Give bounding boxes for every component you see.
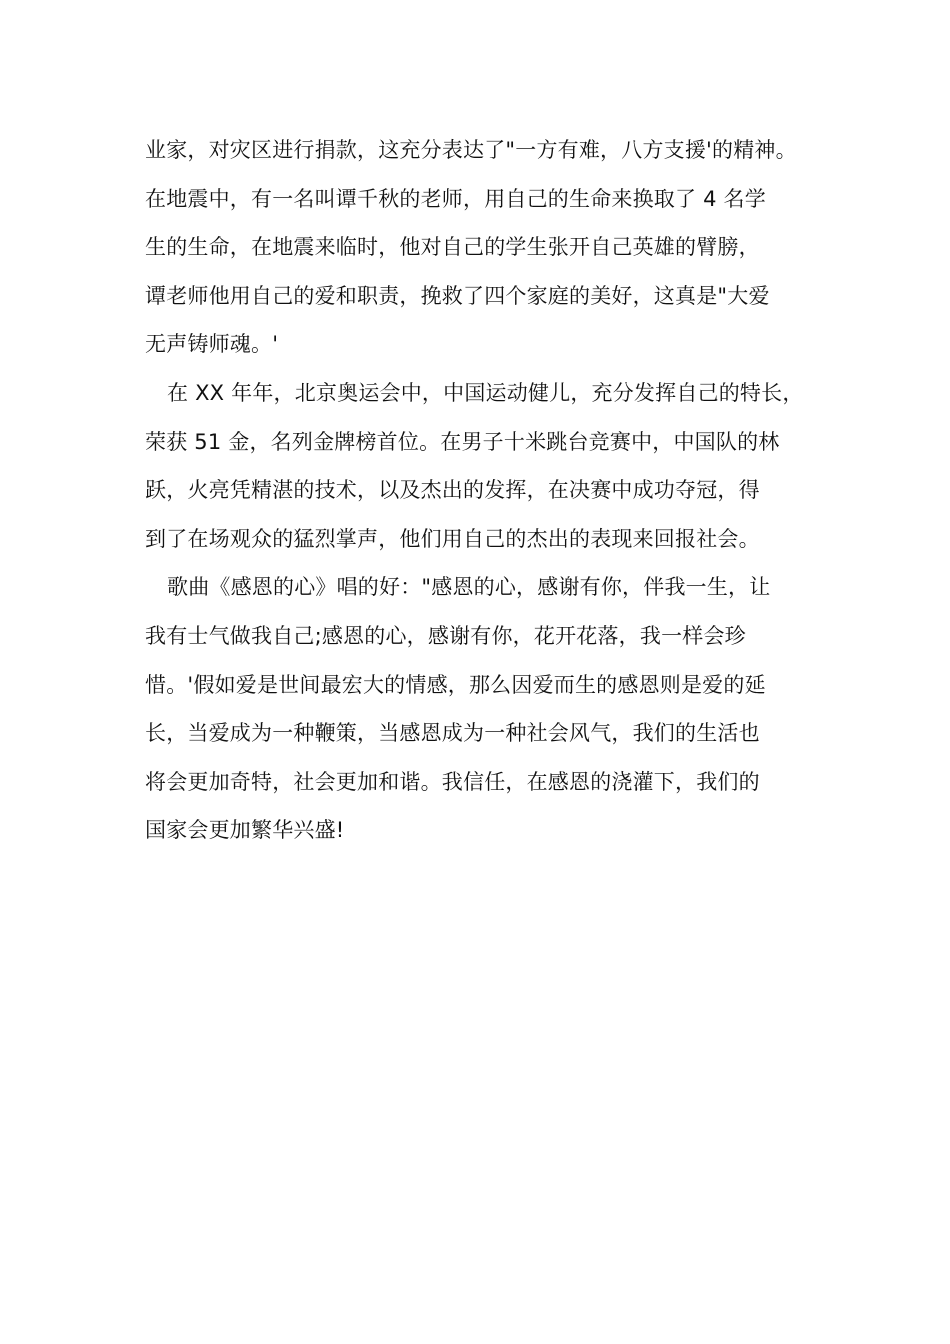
text-line: 将会更加奇特，社会更加和谐。我信任，在感恩的浇灌下，我们的 bbox=[145, 769, 760, 794]
text-line: 长，当爱成为一种鞭策，当感恩成为一种社会风气，我们的生活也 bbox=[145, 721, 760, 746]
text-line: 国家会更加繁华兴盛! bbox=[145, 818, 345, 843]
document-body bbox=[145, 126, 835, 855]
paragraph-start-line: 歌曲《感恩的心》唱的好："感恩的心，感谢有你，伴我一生，让 bbox=[167, 575, 771, 600]
text-line: 跃，火亮凭精湛的技术，以及杰出的发挥，在决赛中成功夺冠，得 bbox=[145, 478, 760, 503]
text-line: 生的生命，在地震来临时，他对自己的学生张开自己英雄的臂膀， bbox=[145, 235, 760, 260]
text-line: 惜。'假如爱是世间最宏大的情感，那么因爱而生的感恩则是爱的延 bbox=[145, 672, 766, 697]
text-line: 业家，对灾区进行捐款，这充分表达了"一方有难，八方支援'的精神。 bbox=[145, 138, 797, 162]
text-line: 荣获 51 金，名列金牌榜首位。在男子十米跳台竞赛中，中国队的林 bbox=[145, 429, 780, 454]
paragraph-start-line: 在 XX 年年，北京奥运会中，中国运动健儿，充分发挥自己的特长， bbox=[167, 380, 804, 405]
text-line: 我有士气做我自己;感恩的心，感谢有你，花开花落，我一样会珍 bbox=[145, 623, 746, 648]
text-line: 到了在场观众的猛烈掌声，他们用自己的杰出的表现来回报社会。 bbox=[145, 526, 760, 551]
text-line: 谭老师他用自己的爱和职责，挽救了四个家庭的美好，这真是"大爱 bbox=[145, 283, 770, 308]
text-line: 无声铸师魂。' bbox=[145, 332, 279, 357]
text-line: 在地震中，有一名叫谭千秋的老师，用自己的生命来换取了 4 名学 bbox=[145, 186, 766, 211]
